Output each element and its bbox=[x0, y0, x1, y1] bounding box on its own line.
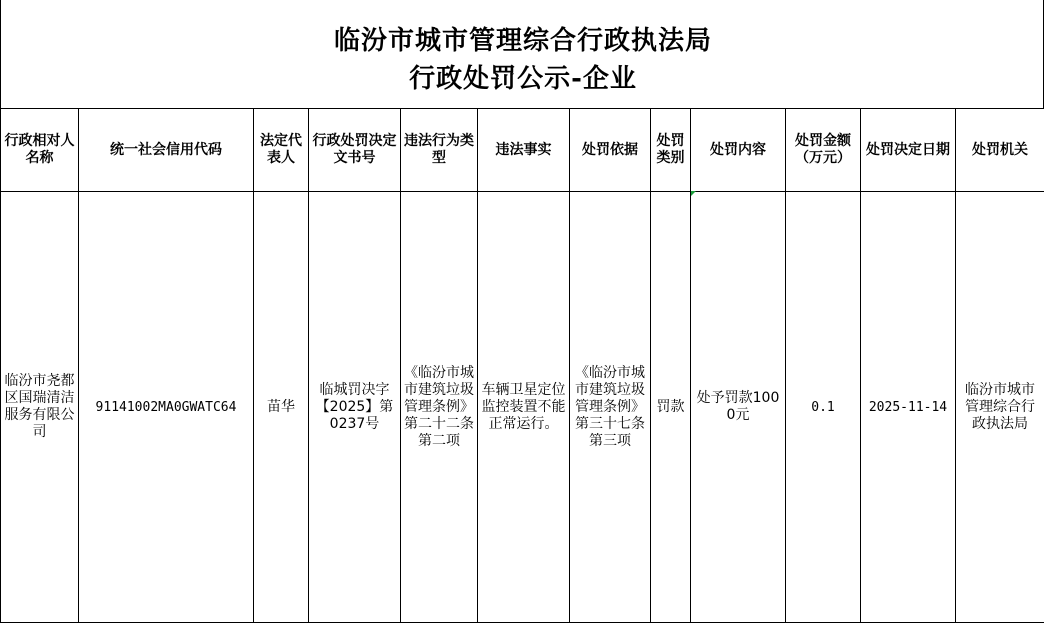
cell-comment-marker-icon bbox=[691, 191, 696, 196]
penalty-table bbox=[0, 108, 1044, 623]
header-cell-amount[interactable]: 处罚金额（万元） bbox=[786, 109, 861, 192]
page-subtitle: 行政处罚公示-企业 bbox=[409, 64, 637, 94]
cell-authority[interactable]: 临汾市城市管理综合行政执法局 bbox=[956, 192, 1044, 623]
header-row bbox=[1, 109, 1044, 192]
header-cell-facts[interactable]: 违法事实 bbox=[478, 109, 570, 192]
cell-category[interactable]: 罚款 bbox=[651, 192, 691, 623]
cell-basis[interactable]: 《临汾市城市建筑垃圾管理条例》第三十七条第三项 bbox=[570, 192, 651, 623]
header-cell-credit-code[interactable]: 统一社会信用代码 bbox=[79, 109, 254, 192]
header-cell-violation-type[interactable]: 违法行为类型 bbox=[401, 109, 478, 192]
page-title: 临汾市城市管理综合行政执法局 bbox=[333, 26, 712, 56]
header-cell-name[interactable]: 行政相对人名称 bbox=[1, 109, 79, 192]
cell-credit-code[interactable]: 91141002MA0GWATC64 bbox=[79, 192, 254, 623]
title-block bbox=[0, 0, 1044, 108]
cell-violation-type[interactable]: 《临汾市城市建筑垃圾管理条例》第二十二条第二项 bbox=[401, 192, 478, 623]
cell-amount[interactable]: 0.1 bbox=[786, 192, 861, 623]
header-cell-category[interactable]: 处罚类别 bbox=[651, 109, 691, 192]
cell-content[interactable]: 处予罚款1000元 bbox=[691, 192, 786, 623]
cell-doc-no[interactable]: 临城罚决字【2025】第0237号 bbox=[309, 192, 401, 623]
cell-name[interactable]: 临汾市尧都区国瑞清洁服务有限公司 bbox=[1, 192, 79, 623]
header-cell-doc-no[interactable]: 行政处罚决定文书号 bbox=[309, 109, 401, 192]
cell-legal-rep[interactable]: 苗华 bbox=[254, 192, 309, 623]
header-cell-content[interactable]: 处罚内容 bbox=[691, 109, 786, 192]
cell-facts[interactable]: 车辆卫星定位监控装置不能正常运行。 bbox=[478, 192, 570, 623]
cell-date[interactable]: 2025-11-14 bbox=[861, 192, 956, 623]
header-cell-basis[interactable]: 处罚依据 bbox=[570, 109, 651, 192]
header-cell-date[interactable]: 处罚决定日期 bbox=[861, 109, 956, 192]
header-cell-legal-rep[interactable]: 法定代表人 bbox=[254, 109, 309, 192]
header-cell-authority[interactable]: 处罚机关 bbox=[956, 109, 1044, 192]
table-row bbox=[1, 192, 1044, 623]
